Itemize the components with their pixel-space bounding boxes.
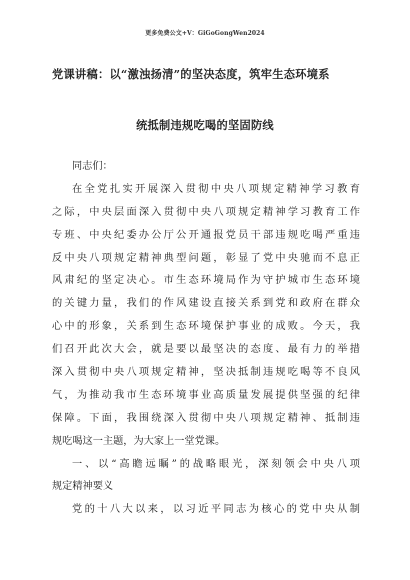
body-line: 反中央八项规定精神典型问题，彰显了党中央驰而不息正 bbox=[52, 252, 360, 264]
body-line: 之际，中央层面深入贯彻中央八项规定精神学习教育工作 bbox=[52, 206, 360, 218]
body-line: 风肃纪的坚定决心。市生态环境局作为守护城市生态环境 bbox=[52, 275, 360, 287]
document-title-line-2: 统抵制违规吃喝的坚固防线 bbox=[136, 118, 274, 132]
greeting: 同志们： bbox=[72, 161, 113, 172]
body-line: 心中的形象，关系到生态环境保护事业的成败。今天，我 bbox=[52, 321, 360, 333]
body-line: 气，为推动我市生态环境事业高质量发展提供坚强的纪律 bbox=[52, 389, 360, 401]
body-line: 保障。下面，我围绕深入贯彻中央八项规定精神、抵制违 bbox=[52, 412, 360, 424]
page-header: 更多免费公文+V：GiGoGongWen2024 bbox=[145, 30, 265, 37]
section-heading-line: 一、以“高瞻远瞩”的战略眼光，深刻领会中央八项 bbox=[72, 458, 360, 470]
body-line: 专班、中央纪委办公厅公开通报党员干部违规吃喝严重违 bbox=[52, 229, 360, 241]
document-title-line-1: 党课讲稿：以“激浊扬清”的坚决态度，筑牢生态环境系 bbox=[52, 67, 330, 81]
body-line: 党的十八大以来，以习近平同志为核心的党中央从制 bbox=[72, 504, 360, 516]
body-line: 的关键力量，我们的作风建设直接关系到党和政府在群众 bbox=[52, 298, 360, 310]
section-heading-line: 规定精神要义 bbox=[52, 481, 114, 493]
body-line: 们召开此次大会，就是要以最坚决的态度、最有力的举措 bbox=[52, 344, 360, 356]
body-line: 深入贯彻中央八项规定精神，坚决抵制违规吃喝等不良风 bbox=[52, 367, 360, 379]
body-line: 在全党扎实开展深入贯彻中央八项规定精神学习教育 bbox=[72, 183, 360, 195]
document-body bbox=[52, 156, 360, 522]
body-line: 规吃喝这一主题，为大家上一堂党课。 bbox=[52, 435, 226, 447]
